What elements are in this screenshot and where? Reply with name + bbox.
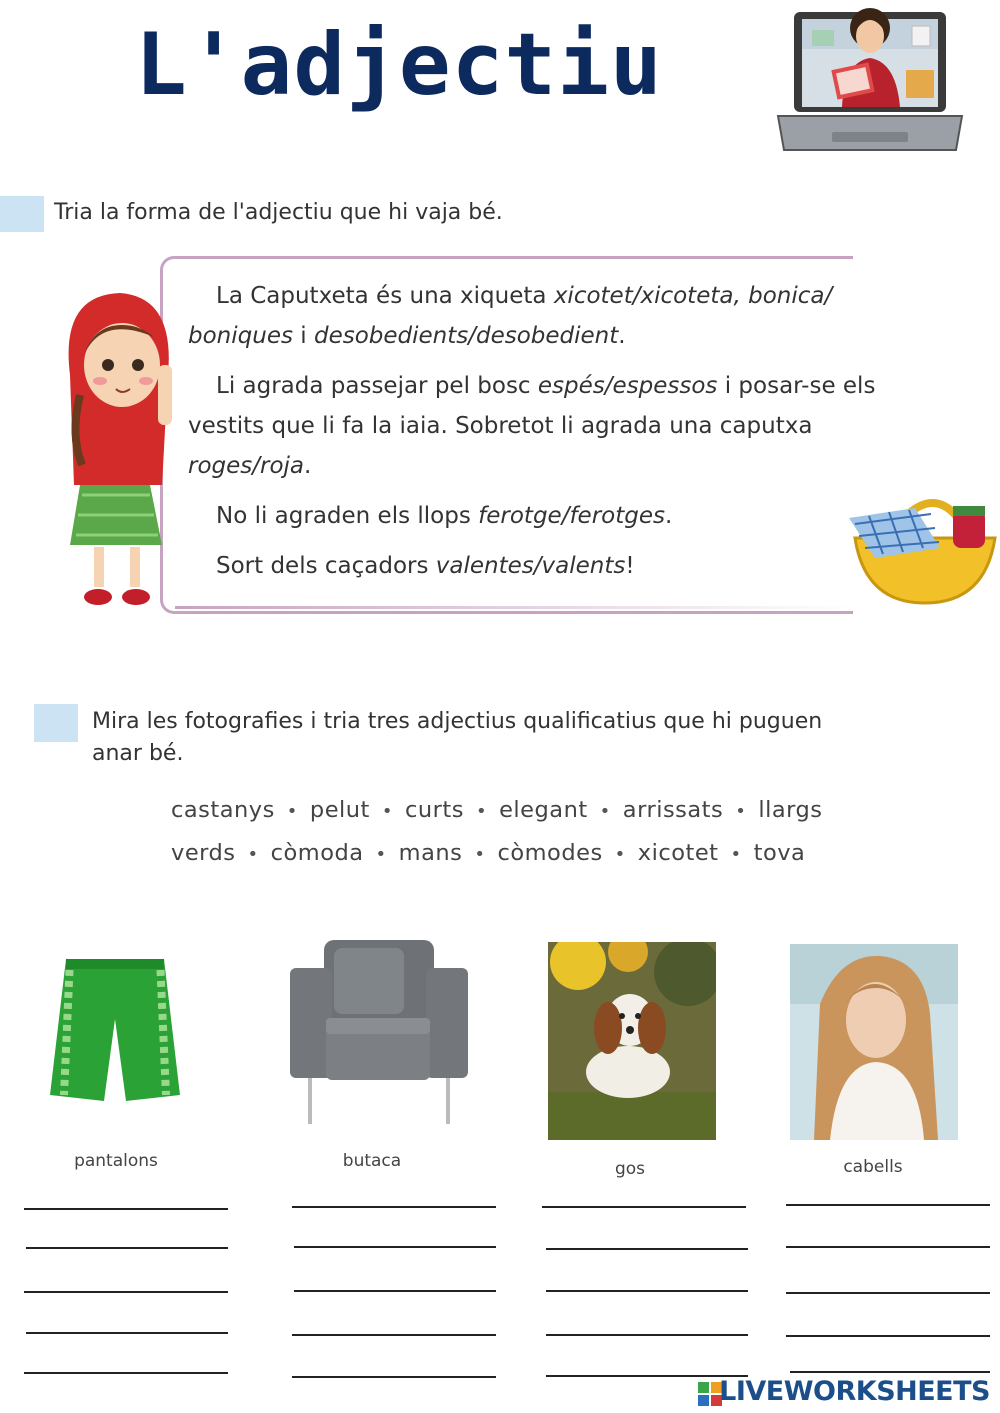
photo-caption-pantalons: pantalons	[74, 1151, 158, 1171]
answer-line[interactable]	[790, 1371, 990, 1373]
answer-line[interactable]	[546, 1375, 748, 1377]
word-bank-item: mans	[398, 840, 463, 866]
answer-line[interactable]	[292, 1334, 496, 1336]
photo-caption-cabells: cabells	[843, 1157, 903, 1177]
story-paragraph-2c	[188, 446, 928, 486]
shorts-icon	[46, 955, 184, 1105]
word-bank-row-1	[171, 797, 823, 823]
girl-photo	[790, 944, 958, 1140]
separator: •	[286, 801, 298, 822]
teacher-laptop-icon	[772, 0, 968, 158]
dog-photo	[548, 942, 716, 1140]
word-bank-item: castanys	[171, 797, 275, 823]
adjective-choice-6[interactable]: valentes/valents	[435, 553, 626, 579]
separator: •	[735, 801, 747, 822]
story-text	[188, 276, 928, 586]
word-bank-item: xicotet	[637, 840, 719, 866]
story-text-span: i	[292, 323, 314, 349]
page-title: L'adjectiu	[135, 15, 663, 115]
story-paragraph-4	[188, 546, 928, 586]
word-bank-item: curts	[405, 797, 464, 823]
word-bank-item: còmodes	[497, 840, 603, 866]
red-riding-hood-illustration	[50, 285, 180, 615]
story-frame-top	[175, 256, 855, 259]
story-text-span: !	[625, 553, 635, 579]
word-bank-item: arrissats	[622, 797, 724, 823]
photo-caption-gos: gos	[614, 1159, 646, 1179]
story-text-span: .	[304, 453, 312, 479]
story-text-span: .	[664, 503, 673, 529]
word-bank-item: verds	[171, 840, 236, 866]
word-bank-item: tova	[753, 840, 806, 866]
answer-line[interactable]	[24, 1291, 228, 1293]
answer-line[interactable]	[786, 1292, 990, 1294]
story-paragraph-1b	[188, 316, 928, 356]
word-bank-row-2	[171, 840, 805, 866]
separator: •	[730, 844, 742, 865]
separator: •	[381, 801, 394, 822]
story-text-span: Li agrada passejar pel bosc	[216, 373, 538, 399]
exercise2-instruction-line2: anar bé.	[92, 740, 184, 766]
exercise-number-square	[0, 196, 44, 232]
armchair-icon	[286, 938, 472, 1128]
story-text-span: No li agraden els llops	[216, 503, 479, 529]
separator: •	[247, 844, 259, 865]
story-text-span: .	[618, 323, 626, 349]
word-bank-item: còmoda	[270, 840, 364, 866]
answer-line[interactable]	[292, 1206, 496, 1208]
word-bank-item: llargs	[758, 797, 823, 823]
separator: •	[614, 844, 626, 865]
adjective-choice-1[interactable]: xicotet/xicoteta, bonica/	[553, 283, 833, 309]
liveworksheets-logo: LIVEWORKSHEETS	[719, 1376, 990, 1407]
story-text-span: Sort dels caçadors	[216, 553, 436, 579]
answer-line[interactable]	[24, 1372, 228, 1374]
separator: •	[474, 844, 486, 865]
word-bank-item: pelut	[309, 797, 370, 823]
adjective-choice-4[interactable]: roges/roja	[188, 453, 305, 479]
story-paragraph-1	[188, 276, 928, 316]
answer-line[interactable]	[546, 1248, 748, 1250]
answer-line[interactable]	[786, 1246, 990, 1248]
separator: •	[599, 801, 611, 822]
adjective-choice-3[interactable]: espés/espessos	[537, 373, 718, 399]
separator: •	[375, 844, 387, 865]
exercise2-instruction-line1: Mira les fotografies i tria tres adjectius qualificatius que hi puguen	[92, 709, 823, 734]
answer-line[interactable]	[24, 1208, 228, 1210]
exercise1-instruction: Tria la forma de l'adjectiu que hi vaja bé.	[54, 200, 503, 225]
story-text-span: i posar-se els	[717, 373, 876, 399]
answer-line[interactable]	[546, 1334, 748, 1336]
word-bank-item: elegant	[499, 797, 588, 823]
exercise2-instruction	[92, 706, 972, 770]
photo-caption-butaca: butaca	[342, 1151, 402, 1171]
story-paragraph-2b	[188, 406, 928, 446]
answer-line[interactable]	[26, 1247, 228, 1249]
answer-line[interactable]	[542, 1206, 746, 1208]
answer-line[interactable]	[786, 1204, 990, 1206]
story-paragraph-2	[188, 366, 928, 406]
story-paragraph-3	[188, 496, 928, 536]
answer-line[interactable]	[292, 1376, 496, 1378]
answer-line[interactable]	[294, 1246, 496, 1248]
answer-line[interactable]	[786, 1335, 990, 1337]
adjective-choice-2[interactable]: desobedients/desobedient	[313, 323, 619, 349]
story-text-span: La Caputxeta és una xiqueta	[216, 283, 554, 309]
adjective-choice-1b[interactable]: boniques	[188, 323, 293, 349]
story-text-span: vestits que li fa la iaia. Sobretot li agrada una caputxa	[188, 413, 813, 439]
story-frame-bottom	[175, 606, 855, 609]
adjective-choice-5[interactable]: ferotge/ferotges	[478, 503, 665, 529]
exercise-number-square	[34, 704, 78, 742]
answer-line[interactable]	[26, 1332, 228, 1334]
separator: •	[475, 801, 488, 822]
basket-illustration	[845, 488, 1000, 608]
answer-line[interactable]	[294, 1290, 496, 1292]
answer-line[interactable]	[546, 1290, 748, 1292]
